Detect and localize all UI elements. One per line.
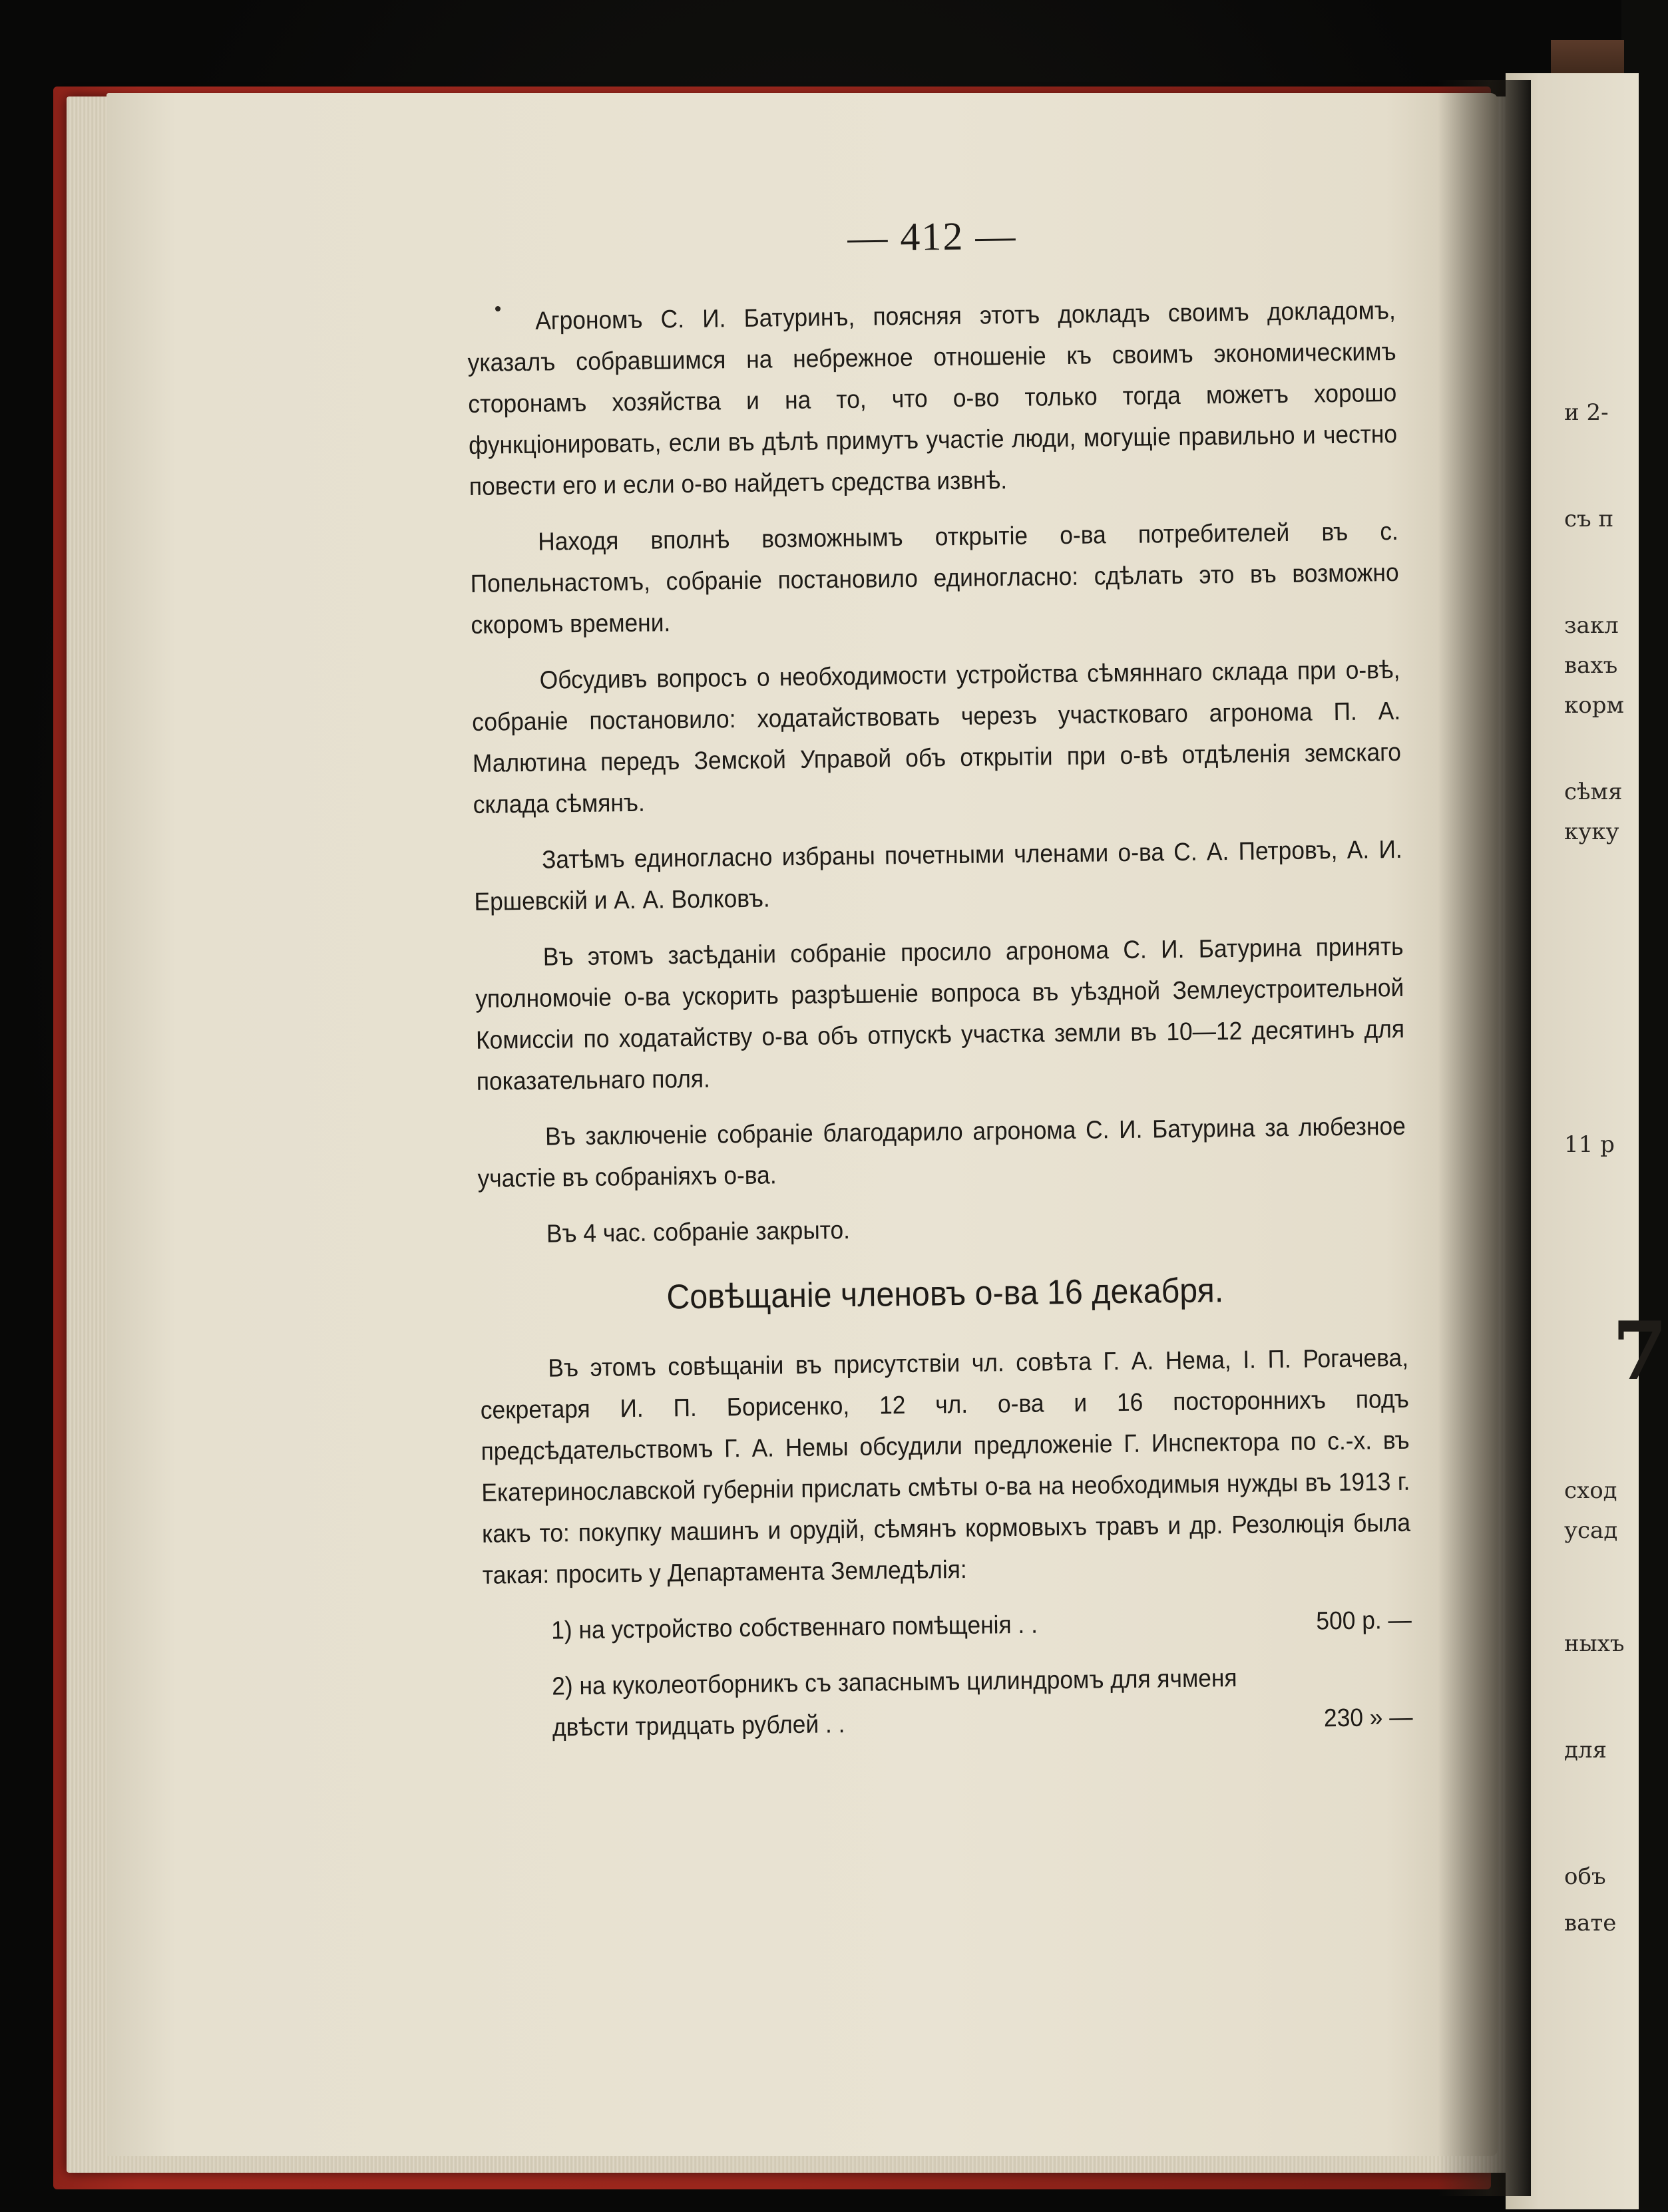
facing-page-fragment: ныхъ (1564, 1630, 1625, 1657)
facing-page-fragment: вахъ (1564, 652, 1618, 679)
facing-page-fragment: для (1564, 1737, 1607, 1763)
budget-item-amount: 500 р. — (1316, 1606, 1412, 1636)
facing-page-fragment: сѣмя (1564, 779, 1623, 805)
paragraph: Въ этомъ совѣщаніи въ присутствіи чл. совѣта Г. А. Нема, І. П. Рогачева, секретаря И. П. Борисенко, 12 чл. о-ва и 16 постороннихъ подъ предсѣдательствомъ Г. А. Немы обсудили предложеніе Г. Инспектора по с.-х. въ Екатеринославской губерніи прислать смѣты о-ва на необходимыя нужды въ 1913 г. какъ то: покупку машинъ и орудій, сѣмянъ кормовыхъ травъ и др. Резолюція была такая: просить у Департамента Земледѣлія: (480, 1344, 1411, 1590)
facing-page-fragment: усад (1564, 1517, 1618, 1544)
budget-item-text: 2) на куколеотборникъ съ запаснымъ цилиндромъ для ячменя двѣсти тридцать рублей . . (551, 1664, 1237, 1742)
facing-page-fragment: сход (1564, 1477, 1617, 1504)
budget-item (484, 1656, 1413, 1750)
paragraph: Агрономъ С. И. Батуринъ, поясняя этотъ докладъ своимъ докладомъ, указалъ собравшимся на небрежное отношеніе къ своимъ экономическимъ сторонамъ хозяйства и на то, что о-во только тогда можетъ хорошо функціонировать, если въ дѣлѣ примутъ участіе люди, могущіе правильно и честно повести его и если о-во найдетъ средства извнѣ. (467, 296, 1398, 501)
paragraph: Находя вполнѣ возможнымъ открытіе о-ва потребителей въ с. Попельнастомъ, собраніе постановило единогласно: сдѣлать это въ возможно скоромъ времени. (470, 517, 1399, 640)
section-heading: Совѣщаніе членовъ о-ва 16 декабря. (666, 1271, 1224, 1317)
gutter-shadow (1438, 80, 1531, 2196)
facing-page-fragment: 11 р (1564, 1131, 1615, 1158)
facing-page-fragment: закл (1564, 612, 1619, 639)
facing-page-fragment: съ п (1564, 506, 1614, 532)
paragraph: Въ этомъ засѣданіи собраніе просило агронома С. И. Батурина принять уполномочіе о-ва ускорить разрѣшеніе вопроса въ уѣздной Землеустроительной Комиссіи по ходатайству о-ва объ отпускѣ участка земли въ 10—12 десятинъ для показательнаго поля. (475, 932, 1405, 1096)
facing-page-fragment: куку (1564, 819, 1619, 845)
facing-page-fragment: и 2- (1564, 399, 1609, 426)
budget-item (483, 1600, 1412, 1652)
budget-item-amount: 230 » — (1323, 1703, 1413, 1733)
paragraph: Въ 4 час. собраніе закрыто. (546, 1216, 851, 1248)
budget-item-text: 1) на устройство собственнаго помѣщенія . . (550, 1610, 1038, 1645)
facing-page-fragment: объ (1564, 1863, 1606, 1890)
facing-page-mark: 7 (1612, 1304, 1668, 1398)
paragraph: Затѣмъ единогласно избраны почетными членами о-ва С. А. Петровъ, А. И. Ершевскій и А. А. Волковъ. (474, 835, 1402, 916)
paragraph: Обсудивъ вопросъ о необходимости устройства сѣмяннаго склада при о-вѣ, собраніе постановило: ходатайствовать черезъ участковаго агронома П. А. Малютина передъ Земской Управой объ открытіи при о-вѣ отдѣленія земскаго склада сѣмянъ. (471, 655, 1402, 819)
facing-page-fragment: корм (1564, 692, 1624, 719)
facing-page-fragment: вате (1564, 1910, 1617, 1936)
paragraph: Въ заключеніе собраніе благодарило агронома С. И. Батурина за любезное участіе въ собраніяхъ о-ва. (477, 1112, 1406, 1193)
page-number: — 412 — (847, 213, 1017, 260)
page-text-block (466, 208, 1416, 1764)
